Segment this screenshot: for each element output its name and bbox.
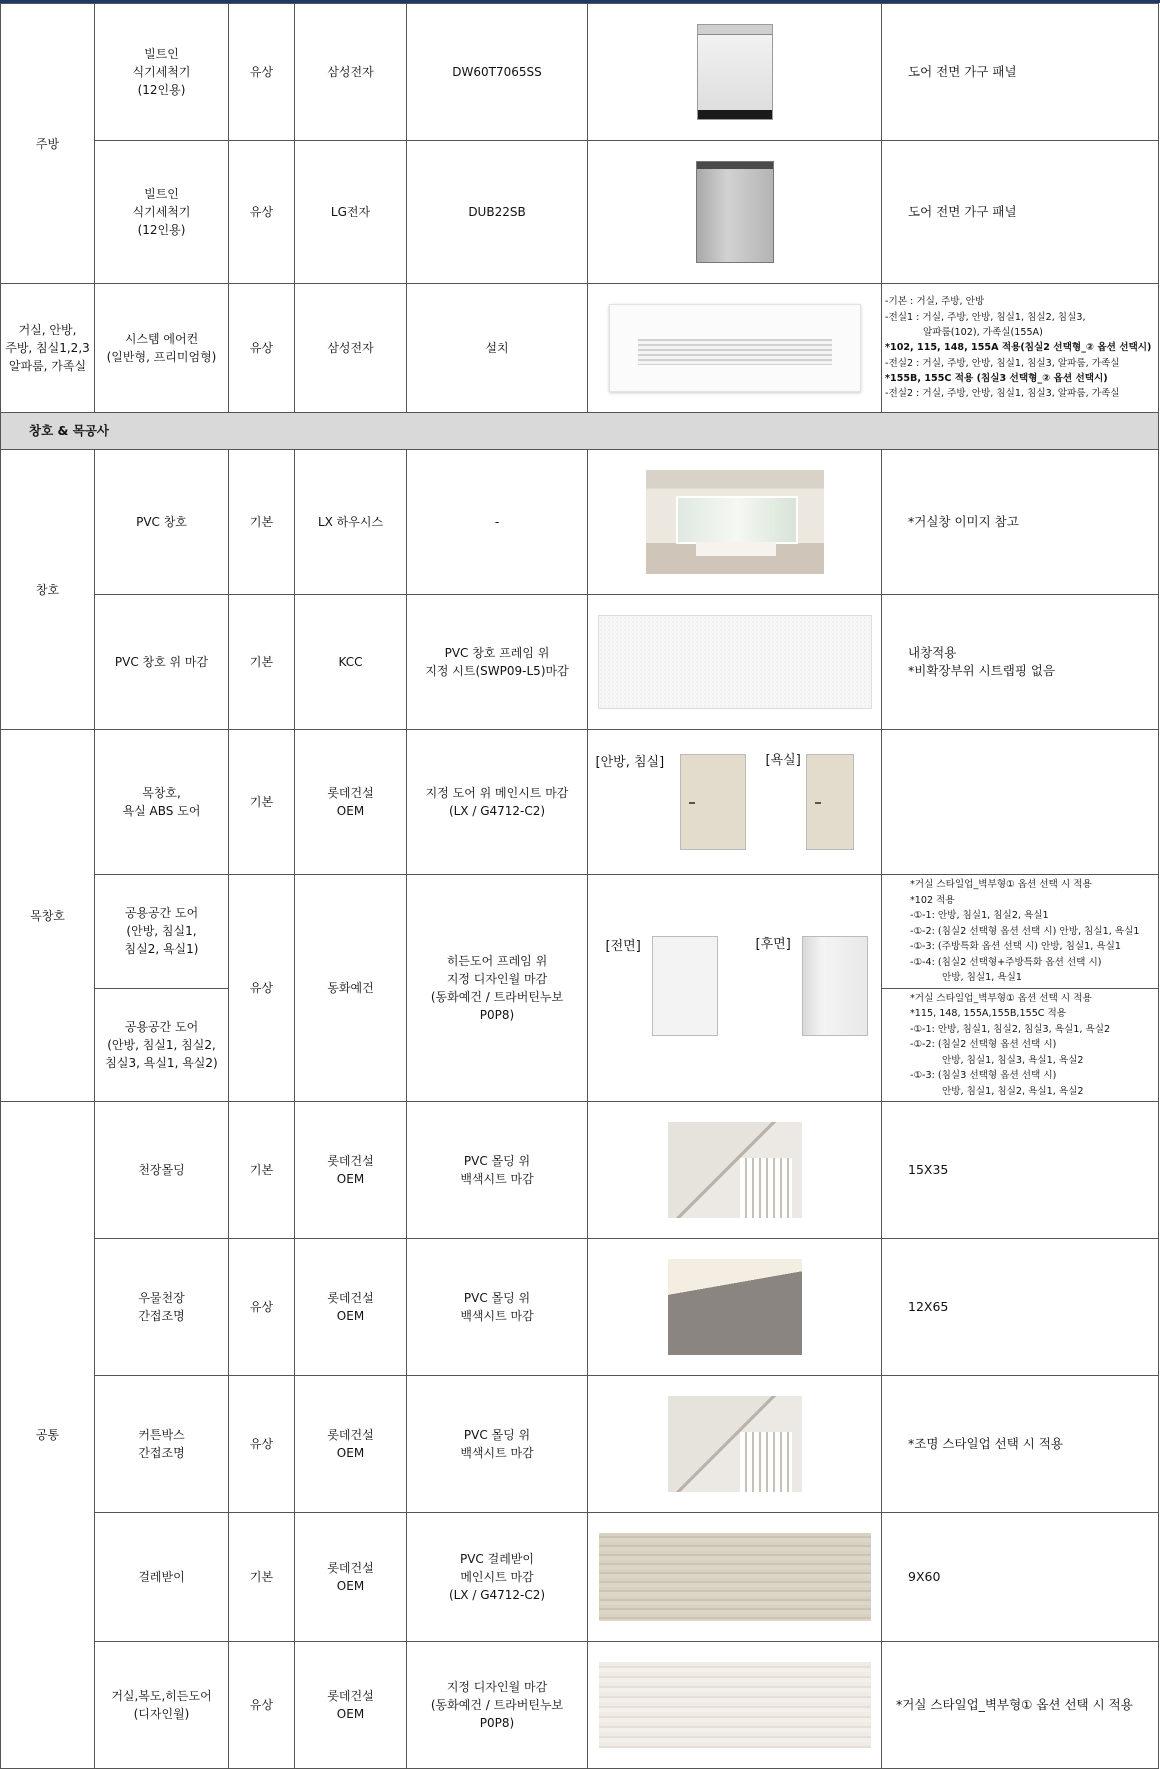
door-label-front: [전면] (605, 939, 641, 954)
door-label-back: [후면] (755, 937, 791, 952)
spec-cell: 히든도어 프레임 위 지정 디자인월 마감 (동화예건 / 트라버틴누보 P0P8) (407, 875, 588, 1102)
item-cell: 걸레받이 (95, 1513, 229, 1642)
aircon-image (609, 304, 861, 392)
spec-cell: - (407, 450, 588, 595)
note-cell: *거실창 이미지 참고 (882, 450, 1159, 595)
item-cell: 공용공간 도어 (안방, 침실1, 침실2, 침실3, 욕실1, 욕실2) (95, 988, 229, 1102)
note-cell: 도어 전면 가구 패널 (882, 141, 1159, 284)
note-cell (882, 730, 1159, 875)
note-line: -①-1: 안방, 침실1, 침실2, 욕실1 (910, 910, 1049, 921)
curtain-box-image (668, 1396, 802, 1492)
spec-cell: PVC 몰딩 위 백색시트 마감 (407, 1376, 588, 1513)
table-row (1, 284, 1159, 413)
design-wall-image (599, 1662, 871, 1748)
note-line: -①-3: (침실3 선택형 옵션 선택 시) (910, 1070, 1057, 1081)
note-line: -전실2 : 거실, 주방, 안방, 침실1, 침실3, 알파룸, 가족실 (885, 357, 1120, 369)
ceiling-moulding-image (668, 1122, 802, 1218)
texture-swatch-image (598, 615, 872, 709)
note-line: -전실1 : 거실, 주방, 안방, 침실1, 침실2, 침실3, (885, 311, 1086, 323)
maker-cell: 롯데건설 OEM (295, 1376, 407, 1513)
item-cell: 시스템 에어컨 (일반형, 프리미엄형) (95, 284, 229, 413)
maker-cell: 롯데건설 OEM (295, 730, 407, 875)
note-line: 안방, 침실1, 욕실1 (942, 972, 1023, 983)
note-line: -기본 : 거실, 주방, 안방 (885, 296, 985, 308)
area-cell: 목창호 (1, 730, 95, 1102)
image-cell (588, 1376, 882, 1513)
item-cell: 빌트인 식기세척기 (12인용) (95, 4, 229, 141)
image-cell (588, 1642, 882, 1769)
hidden-door-images (594, 928, 876, 1048)
section-row (1, 413, 1159, 450)
image-cell (588, 730, 882, 875)
image-cell (588, 1513, 882, 1642)
wood-door-image (680, 754, 746, 850)
note-cell: *거실 스타일업_벽부형① 옵션 선택 시 적용 (882, 1642, 1159, 1769)
maker-cell: 롯데건설 OEM (295, 1642, 407, 1769)
note-line: -①-2: (침실2 선택형 옵션 선택 시) (910, 1039, 1057, 1050)
item-cell: PVC 창호 (95, 450, 229, 595)
image-cell (588, 4, 882, 141)
item-cell: 공용공간 도어 (안방, 침실1, 침실2, 욕실1) (95, 875, 229, 989)
type-cell: 유상 (229, 1642, 295, 1769)
image-cell (588, 1102, 882, 1239)
note-cell: *조명 스타일업 선택 시 적용 (882, 1376, 1159, 1513)
hidden-door-front-image (652, 936, 718, 1036)
type-cell: 기본 (229, 730, 295, 875)
type-cell: 유상 (229, 1376, 295, 1513)
note-cell (882, 988, 1159, 1102)
note-line: 안방, 침실1, 침실3, 욕실1, 욕실2 (942, 1054, 1084, 1066)
hidden-door-back-image (802, 936, 868, 1036)
note-line: -①-3: (주방특화 옵션 선택 시) 안방, 침실1, 욕실1 (910, 941, 1122, 952)
table-row (1, 141, 1159, 284)
note-cell: 15X35 (882, 1102, 1159, 1239)
spec-table (0, 3, 1159, 1769)
bath-door-image (806, 754, 854, 850)
door-label-left: [안방, 침실] (595, 755, 665, 770)
maker-cell: LG전자 (295, 141, 407, 284)
spec-cell: PVC 창호 프레임 위 지정 시트(SWP09-L5)마감 (407, 595, 588, 730)
spec-cell: 지정 디자인월 마감 (동화예건 / 트라버틴누보 P0P8) (407, 1642, 588, 1769)
type-cell: 기본 (229, 595, 295, 730)
maker-cell: 롯데건설 OEM (295, 1513, 407, 1642)
maker-cell: 동화예건 (295, 875, 407, 1102)
note-line: *115, 148, 155A,155B,155C 적용 (910, 1008, 1067, 1019)
area-cell: 주방 (1, 4, 95, 284)
note-line: -①-2: (침실2 선택형 옵션 선택 시) 안방, 침실1, 욕실1 (910, 925, 1140, 937)
maker-cell: 삼성전자 (295, 4, 407, 141)
item-cell: 거실,복도,히든도어 (디자인월) (95, 1642, 229, 1769)
note-cell (882, 284, 1159, 413)
note-cell: 9X60 (882, 1513, 1159, 1642)
note-cell (882, 875, 1159, 989)
spec-cell: DUB22SB (407, 141, 588, 284)
section-title: 창호 & 목공사 (1, 413, 1159, 450)
type-cell: 기본 (229, 1513, 295, 1642)
door-images (594, 750, 876, 854)
living-room-image (646, 470, 824, 574)
spec-cell: DW60T7065SS (407, 4, 588, 141)
spec-cell: PVC 몰딩 위 백색시트 마감 (407, 1102, 588, 1239)
note-line: *거실 스타일업_벽부형① 옵션 선택 시 적용 (910, 992, 1092, 1004)
note-line: *거실 스타일업_벽부형① 옵션 선택 시 적용 (910, 879, 1092, 890)
door-label-right: [욕실] (765, 753, 801, 768)
note-line: -①-4: (침실2 선택형+주방특화 옵션 선택 시) (910, 956, 1102, 968)
item-cell: 목창호, 욕실 ABS 도어 (95, 730, 229, 875)
dishwasher-image (696, 161, 774, 263)
image-cell (588, 1239, 882, 1376)
baseboard-wood-image (599, 1533, 871, 1621)
type-cell: 기본 (229, 1102, 295, 1239)
spec-cell: 설치 (407, 284, 588, 413)
type-cell: 유상 (229, 1239, 295, 1376)
item-cell: 빌트인 식기세척기 (12인용) (95, 141, 229, 284)
item-cell: 우물천장 간접조명 (95, 1239, 229, 1376)
maker-cell: 롯데건설 OEM (295, 1239, 407, 1376)
area-cell: 공통 (1, 1102, 95, 1769)
dishwasher-image (697, 24, 773, 120)
image-cell (588, 141, 882, 284)
note-cell: 도어 전면 가구 패널 (882, 4, 1159, 141)
table-row (1, 875, 1159, 989)
area-cell: 창호 (1, 450, 95, 730)
item-cell: PVC 창호 위 마감 (95, 595, 229, 730)
maker-cell: 롯데건설 OEM (295, 1102, 407, 1239)
type-cell: 유상 (229, 141, 295, 284)
maker-cell: 삼성전자 (295, 284, 407, 413)
item-cell: 천장몰딩 (95, 1102, 229, 1239)
note-cell: 12X65 (882, 1239, 1159, 1376)
spec-cell: 지정 도어 위 메인시트 마감 (LX / G4712-C2) (407, 730, 588, 875)
type-cell: 기본 (229, 450, 295, 595)
spec-cell: PVC 몰딩 위 백색시트 마감 (407, 1239, 588, 1376)
type-cell: 유상 (229, 284, 295, 413)
maker-cell: KCC (295, 595, 407, 730)
table-row (1, 1239, 1159, 1376)
table-row (1, 4, 1159, 141)
note-cell: 내창적용 *비확장부위 시트랩핑 없음 (882, 595, 1159, 730)
type-cell: 유상 (229, 875, 295, 1102)
item-cell: 커튼박스 간접조명 (95, 1376, 229, 1513)
note-line: -①-1: 안방, 침실1, 침실2, 침실3, 욕실1, 욕실2 (910, 1023, 1111, 1035)
note-line: *102, 115, 148, 155A 적용(침실2 선택형_② 옵션 선택시) (885, 342, 1152, 354)
table-row (1, 730, 1159, 875)
maker-cell: LX 하우시스 (295, 450, 407, 595)
image-cell (588, 450, 882, 595)
area-cell: 거실, 안방, 주방, 침실1,2,3 알파룸, 가족실 (1, 284, 95, 413)
type-cell: 유상 (229, 4, 295, 141)
note-line: *102 적용 (910, 894, 955, 906)
table-row (1, 595, 1159, 730)
cove-lighting-image (668, 1259, 802, 1355)
table-row (1, 450, 1159, 595)
image-cell (588, 595, 882, 730)
note-line: 안방, 침실1, 침실2, 욕실1, 욕실2 (942, 1085, 1084, 1097)
note-line: *155B, 155C 적용 (침실3 선택형_② 옵션 선택시) (885, 372, 1108, 384)
spec-cell: PVC 걸레받이 메인시트 마감 (LX / G4712-C2) (407, 1513, 588, 1642)
note-line: -전실2 : 거실, 주방, 안방, 침실1, 침실3, 알파룸, 가족실 (885, 388, 1120, 400)
image-cell (588, 284, 882, 413)
table-row (1, 1376, 1159, 1513)
note-line: 알파룸(102), 가족실(155A) (923, 327, 1043, 339)
table-row (1, 1513, 1159, 1642)
image-cell (588, 875, 882, 1102)
table-row (1, 1102, 1159, 1239)
table-row (1, 1642, 1159, 1769)
